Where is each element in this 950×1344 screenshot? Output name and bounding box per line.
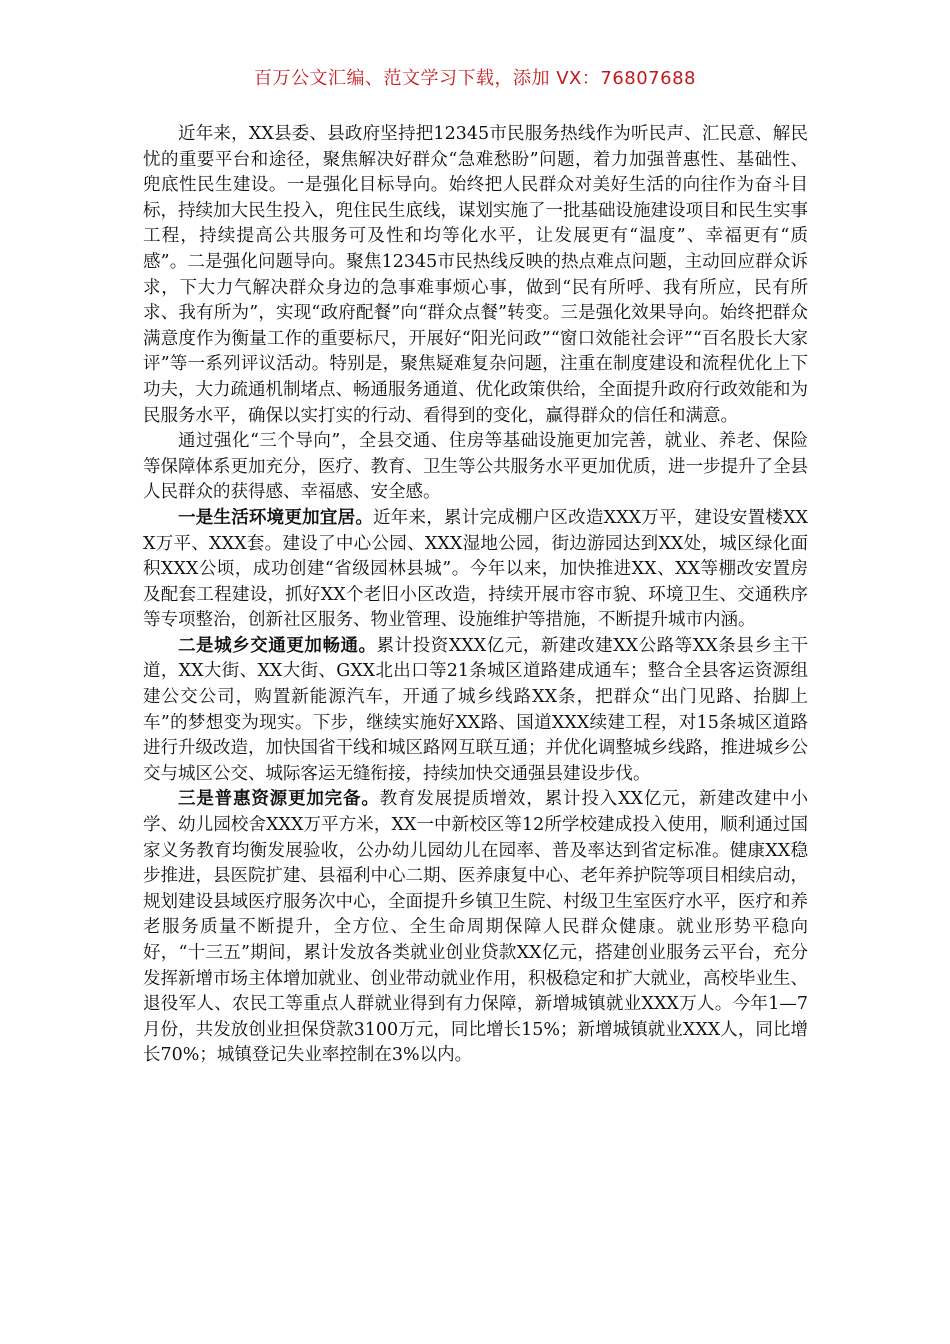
paragraph-text: 近年来，累计完成棚户区改造XXX万平，建设安置楼XXX万平、XXX套。建设了中心公园、XXX湿地公园，街边游园达到XX处，城区绿化面积XXX公顷，成功创建“省级园林县城”。今年以来，加快推进XX、XX等棚改安置房及配套工程建设，抓好XX个老旧小区改造，持续开展市容市貌、环境卫生、交通秩序等专项整治，创新社区服务、物业管理、设施维护等措施，不断提升城市内涵。 <box>143 507 809 631</box>
paragraph-heading: 一是生活环境更加宜居。 <box>178 507 374 528</box>
paragraph-heading: 二是城乡交通更加畅通。 <box>178 635 377 656</box>
paragraph-public-resources <box>143 787 808 1069</box>
paragraph-text: 累计投资XXX亿元，新建改建XX公路等XX条县乡主干道，XX大街、XX大街、GXX北出口等21条城区道路建成通车；整合全县客运资源组建公交公司，购置新能源汽车，开通了城乡线路XX条，把群众“出门见路、抬脚上车”的梦想变为现实。下步，继续实施好XX路、国道XXX续建工程，对15条城区道路进行升级改造，加快国省干线和城区路网互联互通；并优化调整城乡线路，推进城乡公交与城区公交、城际客运无缝衔接，持续加快交通强县建设步伐。 <box>143 635 809 784</box>
watermark-header: 百万公文汇编、范文学习下载，添加 VX：76807688 <box>254 68 696 89</box>
paragraph-text: 教育发展提质增效，累计投入XX亿元，新建改建中小学、幼儿园校舍XXX万平方米，XX一中新校区等12所学校建成投入使用，顺利通过国家义务教育均衡发展验收，公办幼儿园幼儿在园率、普及率达到省定标准。健康XX稳步推进，县医院扩建、县福利中心二期、医养康复中心、老年养护院等项目相续启动，规划建设县域医疗服务次中心，全面提升乡镇卫生院、村级卫生室医疗水平，医疗和养老服务质量不断提升，全方位、全生命周期保障人民群众健康。就业形势平稳向好，“十三五”期间，累计发放各类就业创业贷款XX亿元，搭建创业服务云平台，充分发挥新增市场主体增加就业、创业带动就业作用，积极稳定和扩大就业，高校毕业生、退役军人、农民工等重点人群就业得到有力保障，新增城镇就业XXX万人。今年1—7月份，共发放创业担保贷款3100万元，同比增长15%；新增城镇就业XXX人，同比增长70%；城镇登记失业率控制在3%以内。 <box>143 789 809 1066</box>
document-body <box>143 122 808 1069</box>
paragraph-summary <box>143 429 808 506</box>
paragraph-text: 近年来，XX县委、县政府坚持把12345市民服务热线作为听民声、汇民意、解民忧的重要平台和途径，聚焦解决好群众“急难愁盼”问题，着力加强普惠性、基础性、兜底性民生建设。一是强化目标导向。始终把人民群众对美好生活的向往作为奋斗目标，持续加大民生投入，兜住民生底线，谋划实施了一批基础设施建设项目和民生实事工程，持续提高公共服务可及性和均等化水平，让发展更有“温度”、幸福更有“质感”。二是强化问题导向。聚焦12345市民热线反映的热点难点问题，主动回应群众诉求，下大力气解决群众身边的急事难事烦心事，做到“民有所呼、我有所应，民有所求、我有所为”，实现“政府配餐”向“群众点餐”转变。三是强化效果导向。始终把群众满意度作为衡量工作的重要标尺，开展好“阳光问政”“窗口效能社会评”“百名股长大家评”等一系列评议活动。特别是，聚焦疑难复杂问题，注重在制度建设和流程优化上下功夫，大力疏通机制堵点、畅通服务通道、优化政策供给，全面提升政府行政效能和为民服务水平，确保以实打实的行动、看得到的变化，赢得群众的信任和满意。 <box>143 124 808 426</box>
paragraph-intro <box>143 122 808 429</box>
paragraph-text: 通过强化“三个导向”，全县交通、住房等基础设施更加完善，就业、养老、保险等保障体系更加充分，医疗、教育、卫生等公共服务水平更加优质，进一步提升了全县人民群众的获得感、幸福感、安全感。 <box>143 431 808 503</box>
paragraph-transportation <box>143 634 808 788</box>
paragraph-heading: 三是普惠资源更加完备。 <box>178 789 380 810</box>
paragraph-living-environment <box>143 506 808 634</box>
